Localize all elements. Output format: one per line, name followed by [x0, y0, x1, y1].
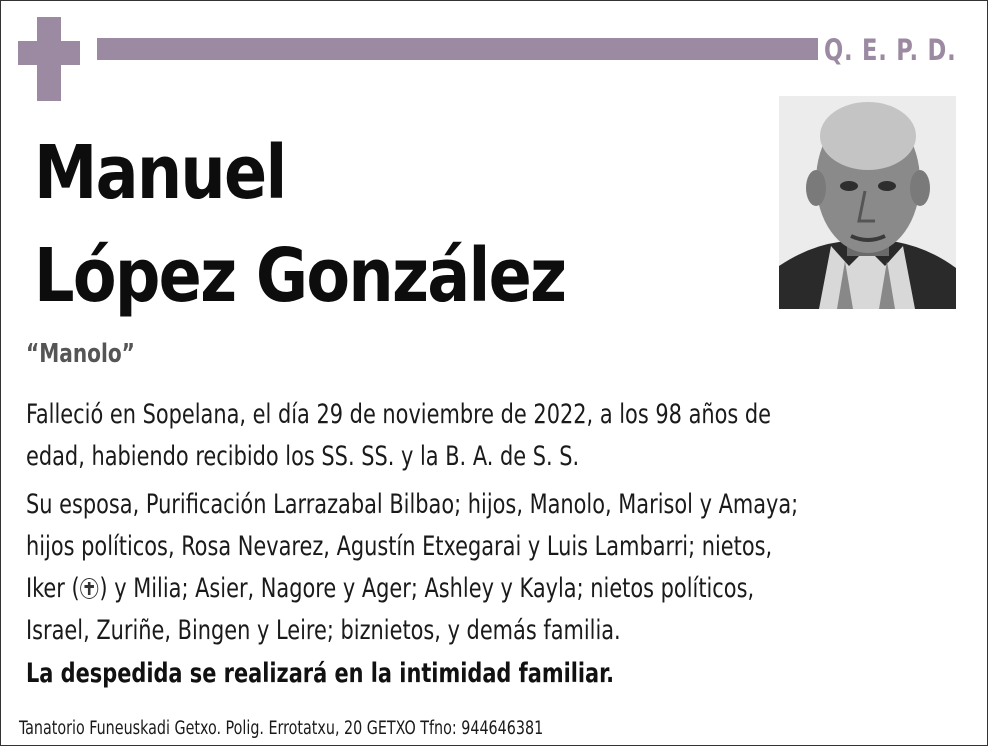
- family-line-part: Iker (: [26, 573, 80, 604]
- family-line: Israel, Zuriñe, Bingen y Leire; biznietos, y demás familia.: [26, 615, 621, 646]
- closing-statement: La despedida se realizará en la intimidad familiar.: [26, 658, 615, 689]
- announcement-paragraph: [26, 394, 771, 478]
- deceased-cross-icon: [81, 578, 99, 599]
- family-line: Su esposa, Purificación Larrazabal Bilbao; hijos, Manolo, Marisol y Amaya;: [26, 489, 799, 520]
- first-name: Manuel: [34, 130, 286, 216]
- deceased-photo: [779, 96, 956, 309]
- header-rule: [97, 38, 818, 60]
- announcement-line: Falleció en Sopelana, el día 29 de noviembre de 2022, a los 98 años de: [26, 399, 772, 430]
- family-line-part: ) y Milia; Asier, Nagore y Ager; Ashley y Kayla; nietos políticos,: [99, 573, 755, 604]
- family-paragraph: [26, 484, 798, 652]
- family-line: hijos políticos, Rosa Nevarez, Agustín Etxegarai y Luis Lambarri; nietos,: [26, 531, 773, 562]
- family-line: [26, 568, 798, 610]
- qepd-label: Q. E. P. D.: [824, 33, 957, 67]
- cross-icon: [18, 17, 80, 101]
- nickname: “Manolo”: [26, 339, 135, 369]
- surnames: López González: [34, 233, 566, 319]
- announcement-line: edad, habiendo recibido los SS. SS. y la B. A. de S. S.: [26, 441, 580, 472]
- funeral-home-footer: Tanatorio Funeuskadi Getxo. Polig. Errotatxu, 20 GETXO Tfno: 944646381: [19, 718, 544, 739]
